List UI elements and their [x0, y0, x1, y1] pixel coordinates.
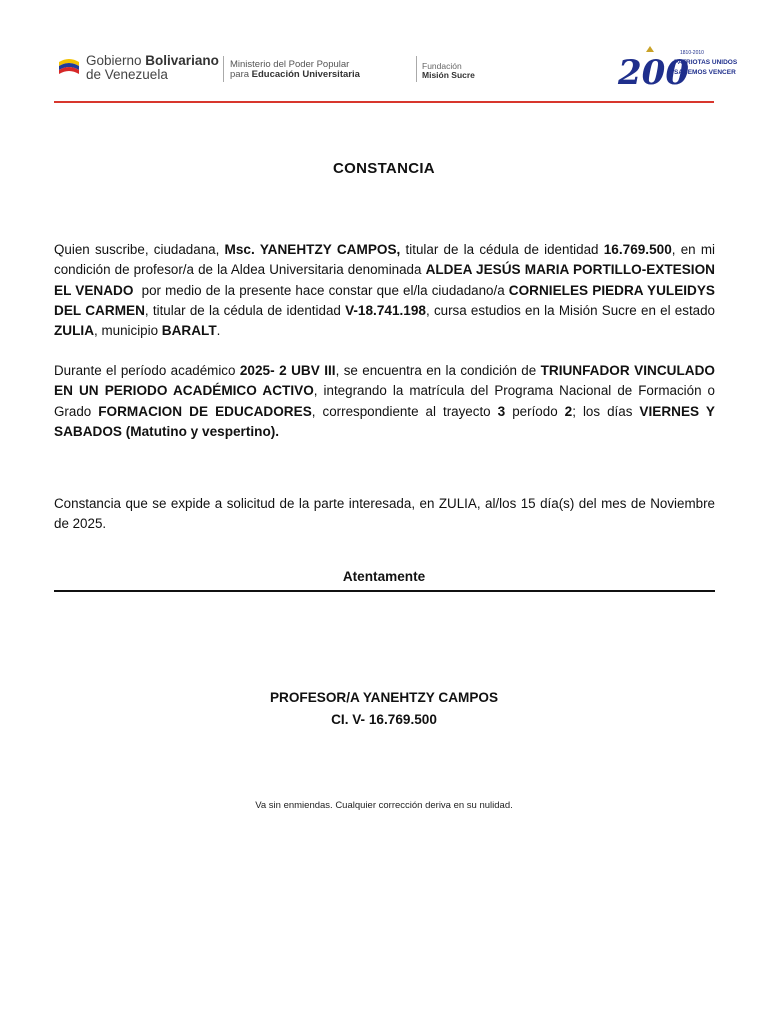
p1-text: , en mi condición de profesor/a de la Aldea Universitaria denominada: [54, 242, 715, 278]
government-name: [86, 54, 219, 82]
gob-line2: de Venezuela: [86, 67, 168, 82]
p2-bold: TRIUNFADOR VINCULADO EN UN PERIODO ACADÉMICO ACTIVO: [54, 363, 715, 399]
min-bold: Educación Universitaria: [251, 69, 360, 80]
paragraph-1: [54, 240, 715, 341]
header-divider: [223, 56, 224, 82]
document-title: CONSTANCIA: [333, 160, 435, 177]
p2-text: Durante el período académico: [54, 363, 240, 378]
fund-line2: Misión Sucre: [422, 70, 475, 80]
min-line1: Ministerio del Poder Popular: [230, 59, 350, 70]
foundation-name: [422, 62, 475, 80]
p1-text: , titular de la cédula de identidad: [144, 302, 346, 318]
p2-bold: 3: [497, 403, 506, 419]
p2-text: , integrando la matrícula del Programa Nacional de Formación o Grado: [54, 383, 715, 419]
p1-bold: ZULIA: [54, 323, 95, 339]
p1-text: , cursa estudios en la Misión Sucre en el estado: [425, 302, 716, 318]
logo-line1: PATRIOTAS UNIDOS: [674, 59, 738, 66]
gob-text: Gobierno: [86, 53, 146, 68]
p1-text: por medio de la presente hace constar que el/la ciudadano/a: [133, 282, 509, 298]
footer-note: Va sin enmiendas. Cualquier corrección deriva en su nulidad.: [255, 800, 513, 811]
closing-text: Atentamente: [342, 569, 426, 584]
logo-line2: SABEMOS VENCER: [674, 69, 736, 76]
bicentennial-logo: [616, 44, 738, 93]
p2-text: ; los días: [572, 403, 640, 419]
p1-bold: BARALT: [161, 323, 217, 339]
paragraph-2: [54, 361, 715, 442]
p2-text: , correspondiente al trayecto: [311, 403, 498, 419]
paragraph-3: Constancia que se expide a solicitud de la parte interesada, en ZULIA, al/los 15 día(s) del mes de Noviembre de 2025.: [54, 496, 715, 532]
signer-name: PROFESOR/A YANEHTZY CAMPOS: [269, 690, 499, 705]
logo-years: 1810-2010: [680, 50, 704, 56]
ministry-name: [230, 60, 360, 80]
signer-id: CI. V- 16.769.500: [331, 712, 437, 727]
gob-bold: Bolivariano: [145, 53, 219, 68]
header-divider: [416, 56, 417, 82]
p2-text: , se encuentra en la condición de: [335, 363, 541, 378]
p1-bold: 16.769.500: [603, 242, 672, 257]
fund-line1: Fundación: [422, 61, 462, 71]
p2-bold: FORMACION DE EDUCADORES: [98, 403, 312, 419]
p1-bold: Msc. YANEHTZY CAMPOS,: [224, 242, 401, 257]
header-red-rule: [54, 101, 714, 103]
p2-bold: 2025- 2 UBV III: [239, 363, 336, 378]
logo-number: 200: [618, 53, 689, 93]
min-text: para: [230, 69, 252, 80]
p2-bold: 2: [564, 403, 573, 419]
signature-rule: [54, 590, 715, 592]
p1-bold: ALDEA JESÚS MARIA PORTILLO-EXTESION EL VENADO: [54, 262, 715, 298]
p1-text: .: [216, 323, 221, 339]
p2-bold: VIERNES Y SABADOS (Matutino y vespertino).: [54, 403, 715, 439]
document-header: [54, 44, 738, 94]
p1-bold: CORNIELES PIEDRA YULEIDYS DEL CARMEN: [54, 282, 716, 318]
venezuela-flag-icon: [58, 56, 80, 78]
p1-text: titular de la cédula de identidad: [400, 242, 604, 257]
p1-text: Quien suscribe, ciudadana,: [54, 242, 225, 257]
p2-text: período: [505, 403, 565, 419]
p1-text: , municipio: [94, 323, 162, 339]
star-icon: [646, 46, 654, 52]
p1-bold: V-18.741.198: [345, 302, 426, 318]
